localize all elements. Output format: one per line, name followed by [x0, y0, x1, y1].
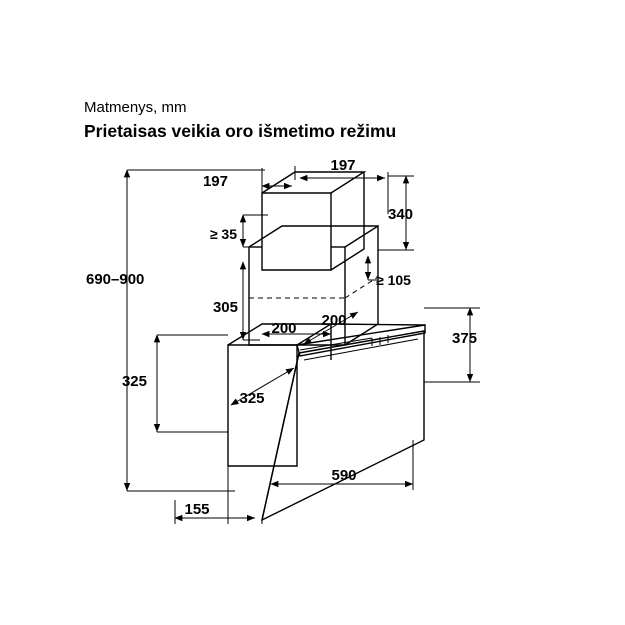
glass-front-panel: [262, 331, 424, 520]
chimney-upper: [262, 172, 364, 270]
dim-200-side-label: 200: [321, 312, 347, 329]
dimension-375: [424, 308, 480, 382]
chimney-lower: [249, 226, 378, 345]
dim-325-height-label: 325: [121, 373, 147, 390]
dim-375-label: 375: [452, 330, 478, 347]
diagram-title: Prietaisas veikia oro išmetimo režimu: [84, 121, 397, 141]
dimension-590: [271, 440, 413, 490]
dim-590-label: 590: [331, 467, 357, 484]
appliance-drawing: [228, 172, 425, 520]
dim-155-label: 155: [184, 501, 210, 518]
diagram-subtitle: Matmenys, mm: [84, 99, 187, 116]
dim-197-left-label: 197: [202, 173, 228, 190]
dim-197-right-label: 197: [330, 157, 356, 174]
dimension-325-depth: [231, 368, 294, 407]
dim-200-front-label: 200: [271, 320, 297, 337]
dim-325-depth-label: 325: [239, 390, 265, 407]
dimension-325-height: [122, 335, 228, 432]
dim-340-label: 340: [388, 206, 414, 223]
dim-min-105-label: ≥ 105: [376, 272, 411, 288]
dimension-min-35: [210, 215, 268, 247]
dimension-155: [175, 466, 262, 524]
dimension-min-105: [368, 256, 411, 288]
dimension-305: [213, 262, 260, 340]
dimension-340: [378, 176, 414, 250]
dim-305-label: 305: [212, 299, 238, 316]
dim-total-height-label: 690–900: [86, 271, 145, 288]
dimension-total-height: [86, 170, 265, 491]
dim-min-35-label: ≥ 35: [209, 226, 237, 242]
